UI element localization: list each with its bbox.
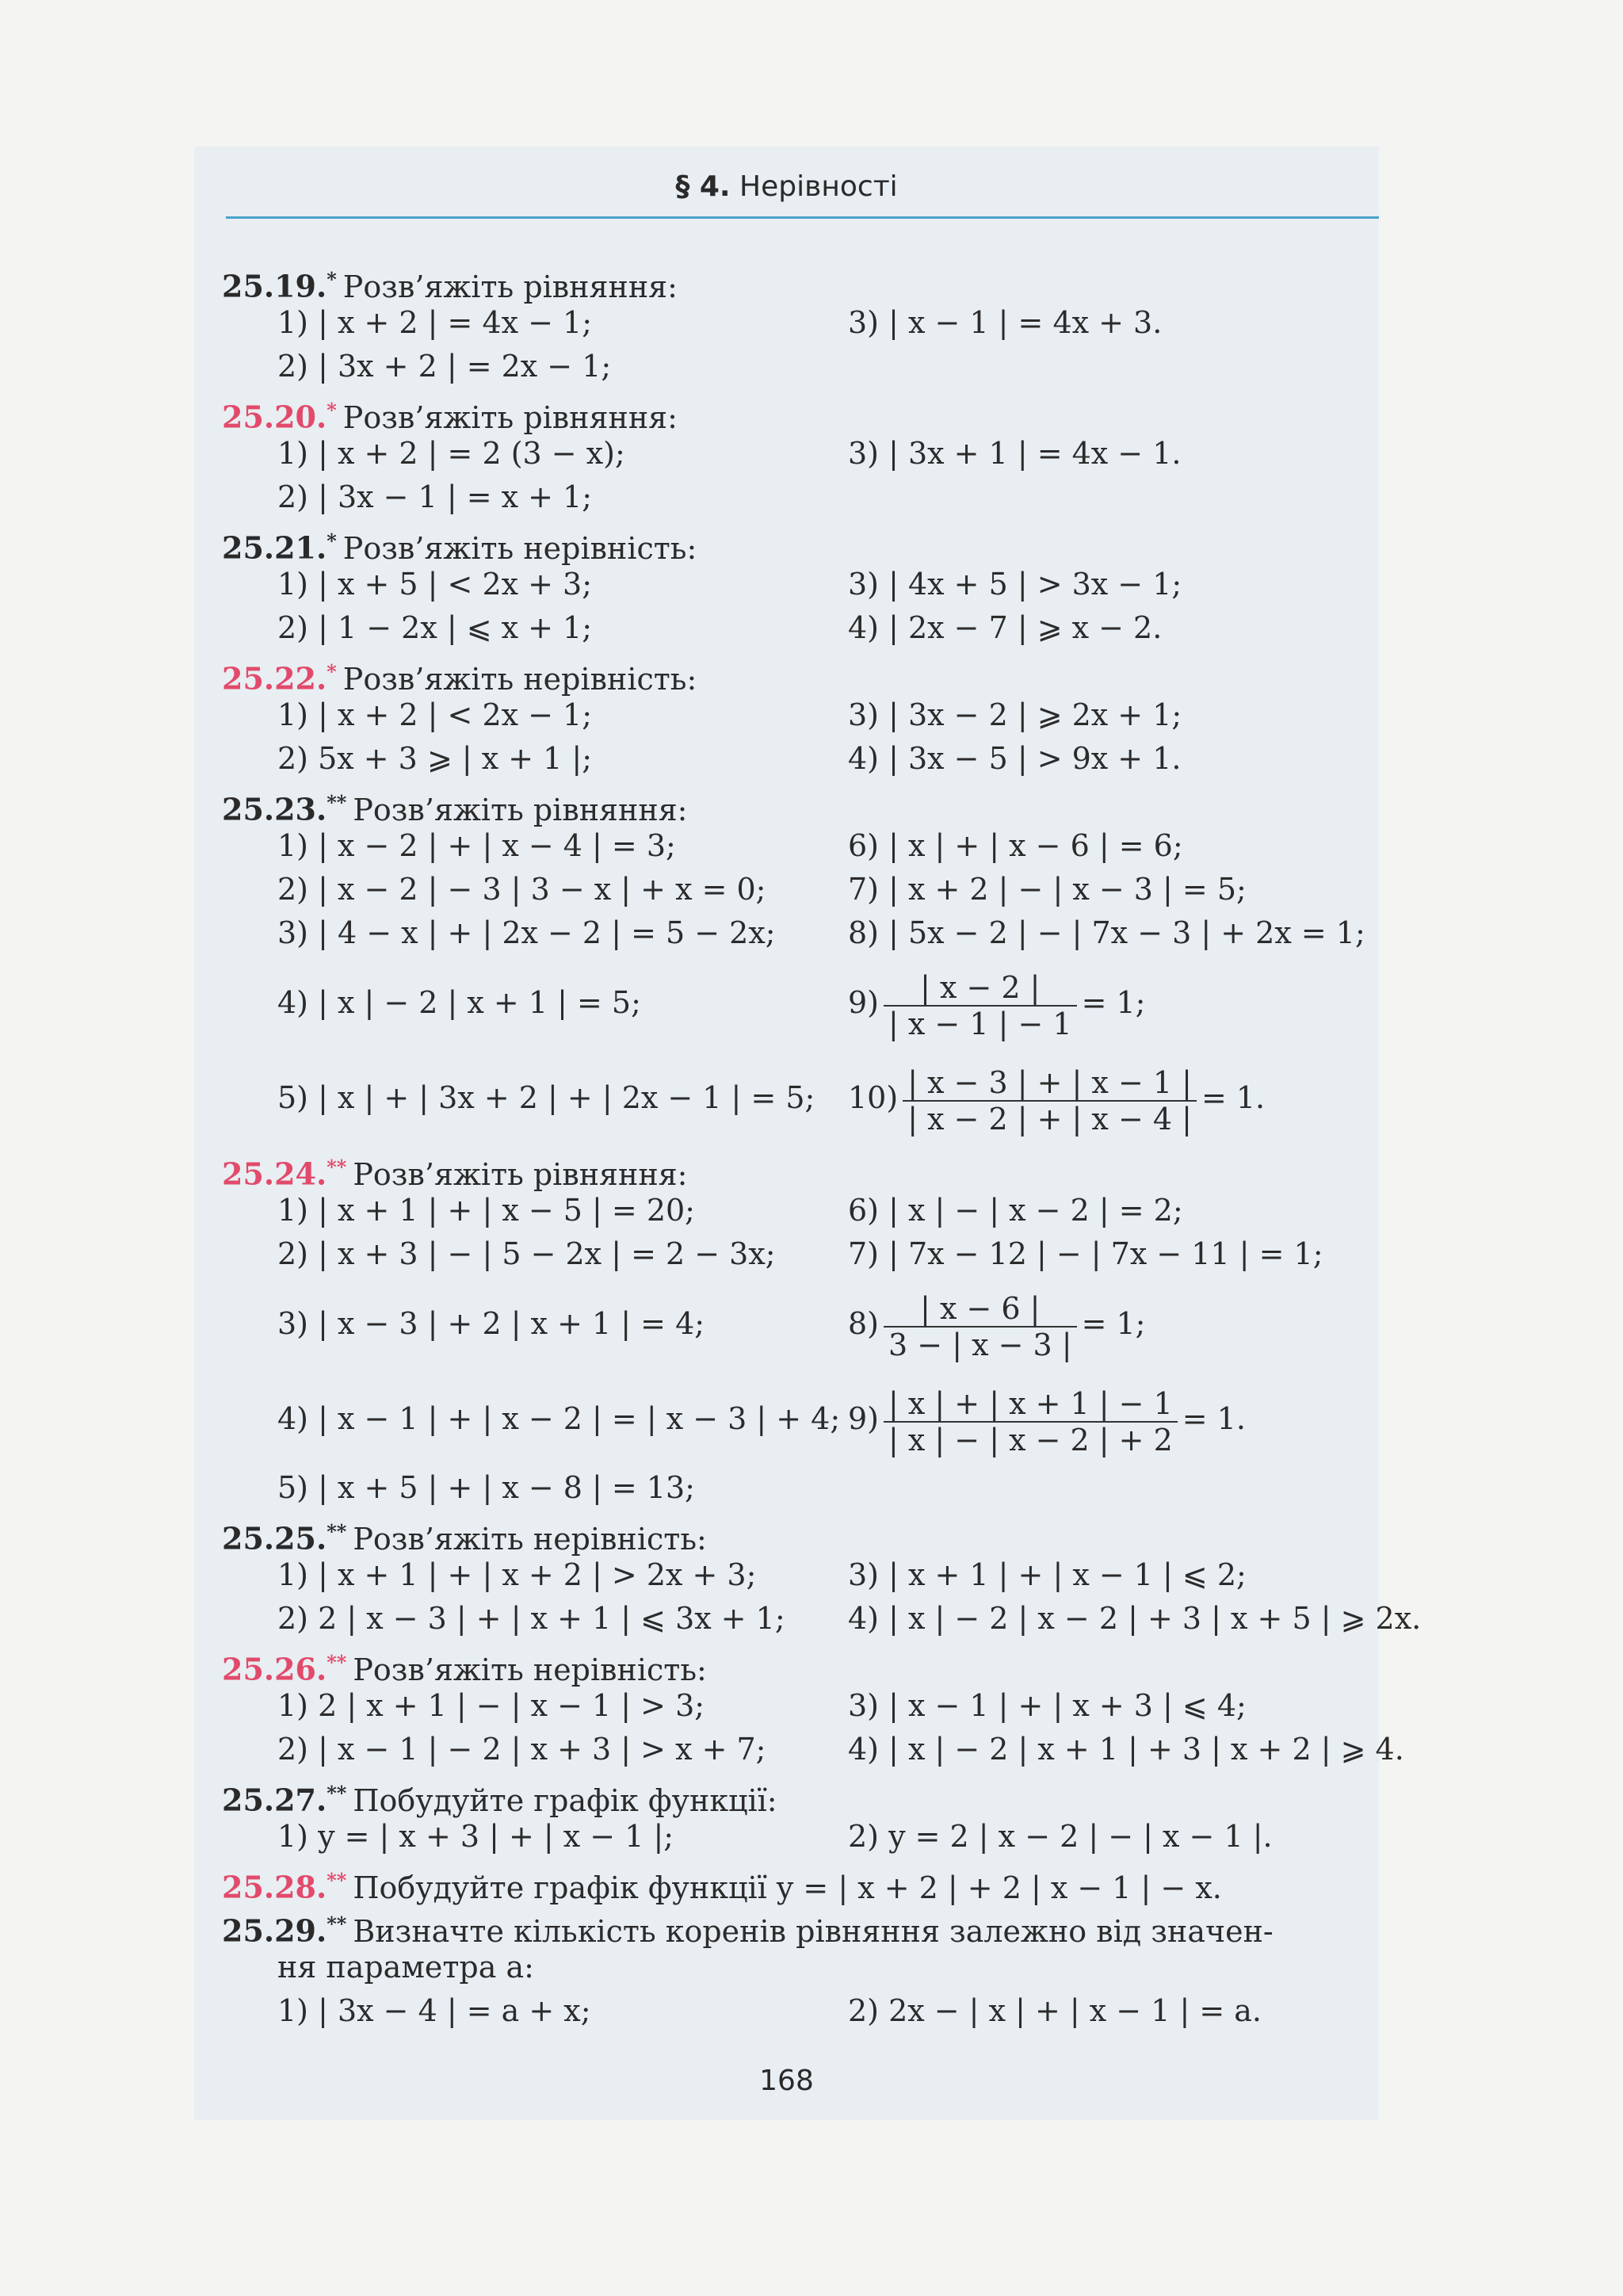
fraction-denominator: | x − 2 | + | x − 4 |	[907, 1101, 1192, 1137]
problem-instruction: Розв’яжіть нерівність:	[342, 661, 697, 697]
exercise-row	[222, 1276, 1363, 1371]
difficulty-mark: *	[327, 660, 337, 683]
problem-heading	[222, 1641, 1363, 1687]
exercise-left: 1) | x + 1 | + | x − 5 | = 20;	[277, 1193, 695, 1228]
exercise-right: 2) y = 2 | x − 2 | − | x − 1 |.	[848, 1819, 1273, 1854]
fraction-numerator: | x | + | x + 1 | − 1	[884, 1386, 1178, 1423]
exercise-left: 2) | 3x + 2 | = 2x − 1;	[277, 349, 612, 384]
exercise-right: 3) | 3x + 1 | = 4x − 1.	[848, 436, 1182, 471]
exercise-right: 3) | x + 1 | + | x − 1 | ⩽ 2;	[848, 1557, 1247, 1592]
exercise-right: 4) | 2x − 7 | ⩾ x − 2.	[848, 610, 1163, 645]
problem-heading	[222, 1902, 1363, 1949]
problem-number: 25.29.	[222, 1912, 327, 1949]
problem	[222, 1510, 1422, 1641]
exercise-label: 9)	[848, 985, 880, 1020]
exercise-left: 1) | x + 2 | = 4x − 1;	[277, 305, 593, 340]
exercise-right: 4) | x | − 2 | x − 2 | + 3 | x + 5 | ⩾ 2x.	[848, 1601, 1422, 1636]
problem	[222, 388, 1363, 519]
exercise-right: 7) | 7x − 12 | − | 7x − 11 | = 1;	[848, 1236, 1323, 1271]
exercise-left: 3) | 4 − x | + | 2x − 2 | = 5 − 2x;	[277, 915, 776, 950]
difficulty-mark: **	[327, 1869, 347, 1892]
exercise-row	[222, 1553, 1363, 1597]
exercise-left: 2) 5x + 3 ⩾ | x + 1 |;	[277, 741, 593, 776]
fraction	[903, 1065, 1197, 1137]
problem-number: 25.28.	[222, 1869, 327, 1905]
fraction-denominator: 3 − | x − 3 |	[888, 1327, 1072, 1362]
problem	[222, 1771, 1363, 1859]
problem-heading	[222, 519, 1363, 566]
exercise-row	[222, 737, 1363, 781]
exercise-right	[848, 955, 1145, 1050]
exercise-row	[222, 476, 1363, 519]
exercise-row	[222, 1050, 1363, 1145]
exercise-row	[222, 1597, 1422, 1641]
problem	[222, 519, 1363, 650]
exercise-row	[222, 911, 1363, 955]
exercise-right	[848, 1371, 1246, 1466]
exercise-right: 6) | x | + | x − 6 | = 6;	[848, 828, 1183, 863]
problem-number: 25.26.	[222, 1651, 327, 1687]
exercise-right: 3) | x − 1 | = 4x + 3.	[848, 305, 1163, 340]
exercise-right: 4) | 3x − 5 | > 9x + 1.	[848, 741, 1182, 776]
problem	[222, 1859, 1363, 1905]
problem-instruction: Розв’яжіть рівняння:	[342, 399, 678, 435]
exercise-left: 2) | x − 1 | − 2 | x + 3 | > x + 7;	[277, 1732, 766, 1767]
exercise-left: 2) | x − 2 | − 3 | 3 − x | + x = 0;	[277, 872, 766, 907]
exercise-row	[222, 563, 1363, 606]
fraction	[884, 970, 1077, 1041]
problem-heading	[222, 1859, 1363, 1905]
problem	[222, 1145, 1363, 1510]
difficulty-mark: **	[327, 791, 347, 814]
exercise-left: 1) | x + 2 | < 2x − 1;	[277, 697, 593, 732]
fraction-tail: = 1.	[1182, 1401, 1246, 1436]
exercise-row	[222, 345, 1363, 388]
exercise-right: 2) 2x − | x | + | x − 1 | = a.	[848, 1993, 1262, 2028]
exercise-right: 4) | x | − 2 | x + 1 | + 3 | x + 2 | ⩾ 4.	[848, 1732, 1404, 1767]
problem-number: 25.20.	[222, 399, 327, 435]
problem-number: 25.27.	[222, 1782, 327, 1818]
exercise-left: 4) | x − 1 | + | x − 2 | = | x − 3 | + 4;	[277, 1401, 841, 1436]
exercise-row	[222, 1815, 1363, 1859]
exercise-row	[222, 606, 1363, 650]
section-number: § 4.	[675, 170, 731, 203]
difficulty-mark: *	[327, 268, 337, 291]
problem-heading	[222, 1145, 1363, 1192]
problem-instruction: Побудуйте графік функції y = | x + 2 | + 2 | x − 1 | − x.	[353, 1870, 1222, 1905]
exercise-right: 8) | 5x − 2 | − | 7x − 3 | + 2x = 1;	[848, 915, 1365, 950]
header-divider	[226, 216, 1379, 219]
page-header	[194, 147, 1379, 218]
exercise-left: 2) | 1 − 2x | ⩽ x + 1;	[277, 610, 593, 645]
section-title	[194, 170, 1379, 203]
exercise-label: 9)	[848, 1401, 880, 1436]
problem-instruction: Розв’яжіть нерівність:	[342, 530, 697, 566]
exercise-left: 1) y = | x + 3 | + | x − 1 |;	[277, 1819, 674, 1854]
fraction	[884, 1386, 1178, 1457]
exercise-row	[222, 1189, 1363, 1232]
problem-instruction: Розв’яжіть рівняння:	[342, 269, 678, 304]
exercise-left: 1) | x + 1 | + | x + 2 | > 2x + 3;	[277, 1557, 757, 1592]
exercise-right: 3) | 4x + 5 | > 3x − 1;	[848, 567, 1182, 602]
difficulty-mark: **	[327, 1912, 347, 1935]
fraction-tail: = 1;	[1081, 985, 1146, 1020]
exercise-row	[222, 1371, 1363, 1466]
problem	[222, 1641, 1404, 1771]
exercise-left: 1) | 3x − 4 | = a + x;	[277, 1993, 591, 2028]
exercise-left: 3) | x − 3 | + 2 | x + 1 | = 4;	[277, 1306, 705, 1341]
section-name: Нерівності	[739, 170, 898, 203]
problem-number: 25.23.	[222, 791, 327, 827]
exercise-row	[222, 693, 1363, 737]
fraction-numerator: | x − 2 |	[884, 970, 1077, 1007]
difficulty-mark: **	[327, 1520, 347, 1543]
difficulty-mark: **	[327, 1782, 347, 1805]
exercise-left: 2) | 3x − 1 | = x + 1;	[277, 479, 593, 514]
problem-instruction: Побудуйте графік функції:	[353, 1782, 777, 1818]
exercise-row	[222, 1232, 1363, 1276]
problem	[222, 781, 1363, 1145]
page-number: 168	[759, 2065, 814, 2097]
fraction	[884, 1291, 1077, 1362]
problem-number: 25.19.	[222, 268, 327, 304]
difficulty-mark: *	[327, 399, 337, 422]
problem-instruction: Розв’яжіть нерівність:	[353, 1521, 707, 1557]
exercise-row	[222, 1466, 1363, 1510]
exercise-row	[222, 868, 1363, 911]
problem-heading	[222, 650, 1363, 697]
exercise-left: 2) | x + 3 | − | 5 − 2x | = 2 − 3x;	[277, 1236, 776, 1271]
exercise-right: 3) | 3x − 2 | ⩾ 2x + 1;	[848, 697, 1182, 732]
problem-heading	[222, 1510, 1363, 1557]
exercise-left: 5) | x | + | 3x + 2 | + | 2x − 1 | = 5;	[277, 1080, 815, 1115]
problem-instruction: Визначте кількість коренів рівняння залежно від значен-	[353, 1913, 1274, 1949]
exercise-right: 6) | x | − | x − 2 | = 2;	[848, 1193, 1183, 1228]
problem	[222, 258, 1363, 388]
exercise-row	[222, 1728, 1404, 1771]
problem	[222, 1902, 1363, 2033]
exercise-row	[222, 824, 1363, 868]
difficulty-mark: *	[327, 529, 337, 552]
exercise-left: 1) | x − 2 | + | x − 4 | = 3;	[277, 828, 676, 863]
fraction-tail: = 1.	[1201, 1080, 1266, 1115]
exercise-left: 1) 2 | x + 1 | − | x − 1 | > 3;	[277, 1688, 705, 1723]
fraction-denominator: | x − 1 | − 1	[888, 1006, 1072, 1041]
problem-heading	[222, 1771, 1363, 1818]
problem-instruction: Розв’яжіть рівняння:	[353, 1156, 688, 1192]
problem-heading	[222, 258, 1363, 304]
problem-list	[222, 258, 1422, 2033]
exercise-right: 3) | x − 1 | + | x + 3 | ⩽ 4;	[848, 1688, 1247, 1723]
difficulty-mark: **	[327, 1156, 347, 1179]
problem-number: 25.21.	[222, 529, 327, 566]
exercise-right	[848, 1050, 1265, 1145]
exercise-row	[222, 432, 1363, 476]
fraction-tail: = 1;	[1081, 1306, 1146, 1341]
difficulty-mark: **	[327, 1651, 347, 1674]
problem-number: 25.22.	[222, 660, 327, 697]
exercise-row	[222, 1684, 1363, 1728]
problem-instruction: Розв’яжіть нерівність:	[353, 1652, 707, 1687]
exercise-right: 7) | x + 2 | − | x − 3 | = 5;	[848, 872, 1247, 907]
exercise-left: 4) | x | − 2 | x + 1 | = 5;	[277, 985, 641, 1020]
exercise-left: 5) | x + 5 | + | x − 8 | = 13;	[277, 1470, 695, 1505]
exercise-label: 10)	[848, 1080, 899, 1115]
problem-number: 25.24.	[222, 1156, 327, 1192]
exercise-row	[222, 1989, 1363, 2033]
fraction-denominator: | x | − | x − 2 | + 2	[888, 1422, 1173, 1457]
problem-heading	[222, 781, 1363, 827]
exercise-row	[222, 955, 1363, 1050]
fraction-numerator: | x − 3 | + | x − 1 |	[903, 1065, 1197, 1102]
exercise-right	[848, 1276, 1145, 1371]
exercise-left: 1) | x + 2 | = 2 (3 − x);	[277, 436, 625, 471]
exercise-left: 1) | x + 5 | < 2x + 3;	[277, 567, 593, 602]
problem	[222, 650, 1363, 781]
exercise-left: 2) 2 | x − 3 | + | x + 1 | ⩽ 3x + 1;	[277, 1601, 785, 1636]
fraction-numerator: | x − 6 |	[884, 1291, 1077, 1328]
problem-heading	[222, 388, 1363, 435]
textbook-page	[194, 147, 1422, 2120]
problem-number: 25.25.	[222, 1520, 327, 1557]
exercise-row	[222, 301, 1363, 345]
problem-instruction: Розв’яжіть рівняння:	[353, 792, 688, 827]
exercise-label: 8)	[848, 1306, 880, 1341]
instruction-continuation: ня параметра a:	[277, 1950, 534, 1985]
